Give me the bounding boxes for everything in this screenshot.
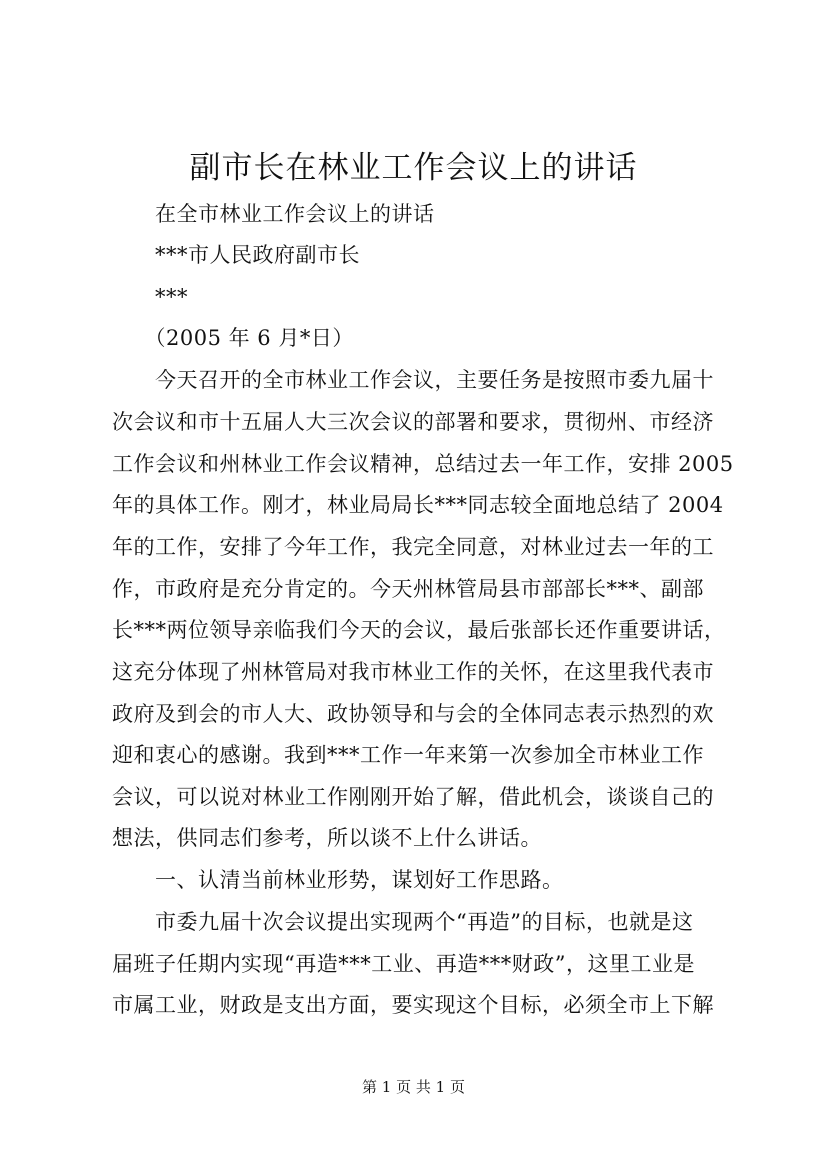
body-line: ***: [112, 285, 188, 309]
body-line: ***市人民政府副市长: [112, 243, 360, 267]
body-line: 工作会议和州林业工作会议精神，总结过去一年工作，安排 2005: [112, 452, 734, 476]
document-title: 副市长在林业工作会议上的讲话: [189, 150, 638, 186]
body-line: 届班子任期内实现“再造***工业、再造***财政”，这里工业是: [112, 952, 695, 976]
body-line: 政府及到会的市人大、政协领导和与会的全体同志表示热烈的欢: [112, 702, 714, 726]
body-line: 年的工作，安排了今年工作，我完全同意，对林业过去一年的工: [112, 535, 714, 559]
body-line: 市属工业，财政是支出方面，要实现这个目标，必须全市上下解: [112, 993, 714, 1017]
body-line: 迎和衷心的感谢。我到***工作一年来第一次参加全市林业工作: [112, 743, 704, 767]
body-line: 长***两位领导亲临我们今天的会议，最后张部长还作重要讲话，: [112, 618, 726, 642]
body-line: 作，市政府是充分肯定的。今天州林管局县市部部长***、副部: [112, 577, 704, 601]
body-line: 会议，可以说对林业工作刚刚开始了解，借此机会，谈谈自己的: [112, 785, 714, 809]
body-line: 市委九届十次会议提出实现两个“再造”的目标，也就是这: [112, 910, 694, 934]
body-line: （2005 年 6 月*日）: [112, 326, 354, 350]
body-line: 这充分体现了州林管局对我市林业工作的关怀，在这里我代表市: [112, 660, 714, 684]
body-line: 想法，供同志们参考，所以谈不上什么讲话。: [112, 826, 542, 850]
page-footer: 第 1 页 共 1 页: [362, 1078, 465, 1096]
body-line: 今天召开的全市林业工作会议，主要任务是按照市委九届十: [112, 368, 714, 392]
body-line: 年的具体工作。刚才，林业局局长***同志较全面地总结了 2004: [112, 493, 724, 517]
section-heading: 一、认清当前林业形势，谋划好工作思路。: [112, 868, 564, 892]
body-line: 在全市林业工作会议上的讲话: [112, 202, 435, 226]
body-line: 次会议和市十五届人大三次会议的部署和要求，贯彻州、市经济: [112, 410, 714, 434]
